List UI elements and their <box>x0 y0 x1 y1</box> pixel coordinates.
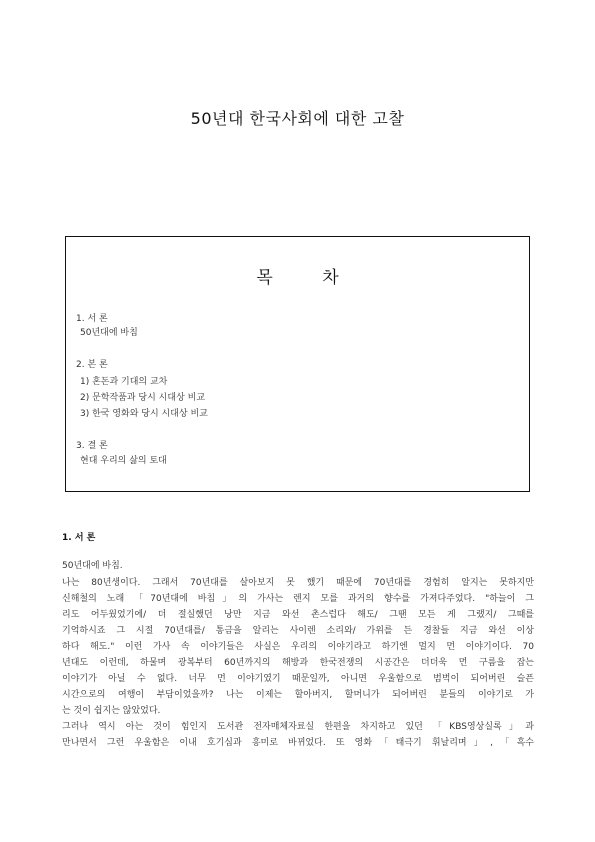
toc-item: 현대 우리의 삶의 토대 <box>80 456 167 466</box>
paragraph-line: 만나면서 그런 우울함은 이내 호기심과 흥미로 바뀌었다. 또 영화「태극기 휘날리며」,「흑수 <box>62 738 534 748</box>
paragraph-line: 나는 80년생이다. 그래서 70년대를 살아보지 못 했기 때문에 70년대를 경험히 알지는 못하지만 <box>62 578 534 588</box>
toc-item: 1) 혼돈과 기대의 교차 <box>80 377 168 387</box>
toc-item: 50년대에 바침 <box>80 328 138 338</box>
paragraph-line: 기억하시죠 그 시절 70년대를/ 통금을 알리는 사이렌 소리와/ 가위를 든 경찰들 지금 와선 이상 <box>62 626 534 636</box>
paragraph-line: 시간으로의 여행이 부담이었을까? 나는 이제는 할아버지, 할머니가 되어버린 분들의 이야기로 가 <box>62 690 534 700</box>
paragraph-line: 하다 해도." 이런 가사 속 이야기들은 사실은 우리의 이야기라고 하기엔 멀지 먼 이야기이다. 70 <box>62 642 534 652</box>
paragraph-line: 이야기가 아닐 수 없다. 너무 먼 이야기였기 때문일까, 아니면 우울함으로 범벅이 되어버린 슬픈 <box>62 674 534 684</box>
toc-heading: 목 차 <box>256 268 361 288</box>
paragraph-line: 년대도 이런데, 하물며 광복부터 60년까지의 해방과 한국전쟁의 시공간은 더더욱 먼 구름을 잡는 <box>62 658 534 668</box>
paragraph-line: 는 것이 쉽지는 않았었다. <box>62 706 161 716</box>
toc-item: 3) 한국 영화와 당시 시대상 비교 <box>80 409 208 419</box>
toc-section-intro: 1. 서 론 <box>76 314 108 324</box>
paragraph-line: 리도 어두웠었기에/ 더 절실했던 낭만 지금 와선 촌스럽다 해도/ 그땐 모든 게 그랬지/ 그때를 <box>62 610 534 620</box>
document-title: 50년대 한국사회에 대한 고찰 <box>190 109 405 128</box>
section-heading: 1. 서 론 <box>62 533 96 543</box>
paragraph-line: 50년대에 바침. <box>62 561 123 571</box>
paragraph-line: 그러나 역시 아는 것이 힘인지 도서관 전자매체자료실 한편을 차지하고 있던 「KBS영상실록」과 <box>62 722 534 732</box>
toc-item: 2) 문학작품과 당시 시대상 비교 <box>80 393 206 403</box>
paragraph-line: 신해철의 노래 「70년대에 바침」의 가사는 렌지 모를 과거의 향수를 가져다주었다. "하늘이 그 <box>62 594 534 604</box>
table-of-contents <box>65 236 530 492</box>
toc-section-conclusion: 3. 결 론 <box>76 441 108 451</box>
toc-section-body: 2. 본 론 <box>76 360 108 370</box>
